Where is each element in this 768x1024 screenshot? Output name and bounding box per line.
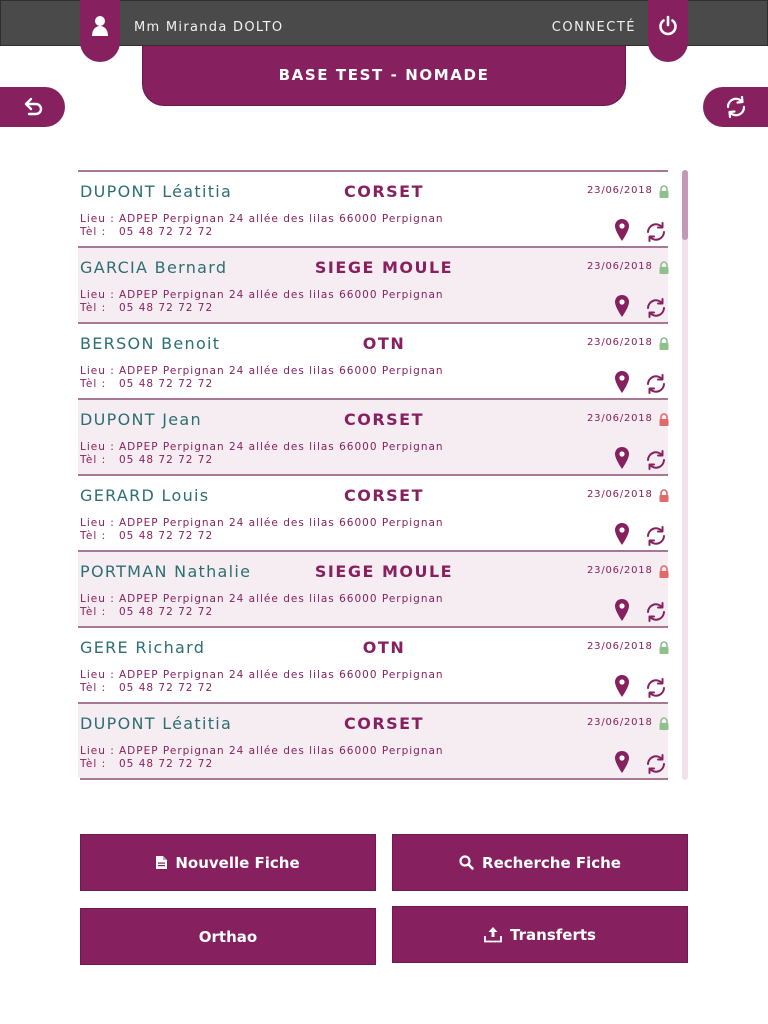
sync-icon[interactable]: [645, 678, 667, 698]
device-type: OTN: [362, 334, 406, 353]
patient-name: DUPONT Léatitia: [80, 182, 233, 201]
connection-status: CONNECTÉ: [551, 20, 636, 35]
phone-line: [80, 226, 213, 238]
phone-line: [80, 606, 213, 618]
orthao-label: Orthao: [198, 927, 258, 946]
nouvelle-fiche-label: Nouvelle Fiche: [175, 853, 300, 872]
location-line: [80, 517, 444, 529]
lock-closed-icon: [658, 488, 670, 502]
location-line: [80, 669, 444, 681]
location-value: ADPEP Perpignan 24 allée des lilas 66000 Perpignan: [119, 365, 444, 377]
search-icon: [459, 855, 474, 870]
lieu-label: Lieu :: [80, 441, 115, 453]
patient-name: DUPONT Jean: [80, 410, 202, 429]
nouvelle-fiche-button[interactable]: [80, 834, 376, 891]
patient-name: PORTMAN Nathalie: [80, 562, 252, 581]
sync-icon[interactable]: [645, 526, 667, 546]
map-pin-icon[interactable]: [615, 751, 629, 773]
map-pin-icon[interactable]: [615, 599, 629, 621]
back-button[interactable]: [0, 87, 65, 127]
phone-line: [80, 682, 213, 694]
phone-value: 05 48 72 72 72: [119, 606, 214, 618]
phone-line: [80, 378, 213, 390]
phone-line: [80, 530, 213, 542]
map-pin-icon[interactable]: [615, 219, 629, 241]
lock-open-icon: [658, 336, 670, 350]
sync-all-button[interactable]: [703, 87, 768, 127]
device-type: CORSET: [343, 486, 425, 505]
patient-name: DUPONT Léatitia: [80, 714, 233, 733]
record-date: 23/06/2018: [587, 261, 653, 272]
tel-label: Tèl :: [80, 606, 107, 618]
user-name: Mm Miranda DOLTO: [134, 20, 284, 35]
record-date: 23/06/2018: [587, 641, 653, 652]
map-pin-icon[interactable]: [615, 371, 629, 393]
lock-open-icon: [658, 640, 670, 654]
transferts-button[interactable]: [392, 906, 688, 963]
location-line: [80, 745, 444, 757]
patient-name: GERARD Louis: [80, 486, 210, 505]
power-icon: [657, 15, 679, 37]
location-value: ADPEP Perpignan 24 allée des lilas 66000 Perpignan: [119, 669, 444, 681]
refresh-icon: [724, 95, 748, 119]
patient-name: BERSON Benoit: [80, 334, 221, 353]
device-type: CORSET: [343, 714, 425, 733]
tel-label: Tèl :: [80, 302, 107, 314]
device-type: SIEGE MOULE: [314, 258, 454, 277]
lock-closed-icon: [658, 564, 670, 578]
tel-label: Tèl :: [80, 454, 107, 466]
lock-open-icon: [658, 716, 670, 730]
logout-button[interactable]: [648, 0, 688, 62]
map-pin-icon[interactable]: [615, 523, 629, 545]
location-line: [80, 365, 444, 377]
device-type: CORSET: [343, 410, 425, 429]
sync-icon[interactable]: [645, 374, 667, 394]
lieu-label: Lieu :: [80, 213, 115, 225]
record-date: 23/06/2018: [587, 565, 653, 576]
tel-label: Tèl :: [80, 378, 107, 390]
record-date: 23/06/2018: [587, 185, 653, 196]
location-line: [80, 213, 444, 225]
phone-line: [80, 454, 213, 466]
lieu-label: Lieu :: [80, 745, 115, 757]
recherche-fiche-button[interactable]: [392, 834, 688, 891]
map-pin-icon[interactable]: [615, 295, 629, 317]
lieu-label: Lieu :: [80, 593, 115, 605]
patient-name: GARCIA Bernard: [80, 258, 228, 277]
phone-value: 05 48 72 72 72: [119, 682, 214, 694]
sync-icon[interactable]: [645, 754, 667, 774]
sync-icon[interactable]: [645, 222, 667, 242]
patient-name: GERE Richard: [80, 638, 206, 657]
location-line: [80, 289, 444, 301]
undo-icon: [21, 95, 45, 119]
upload-icon: [484, 926, 502, 943]
recherche-fiche-label: Recherche Fiche: [482, 853, 621, 872]
list-item[interactable]: [78, 626, 668, 702]
sync-icon[interactable]: [645, 602, 667, 622]
list-item[interactable]: [78, 322, 668, 398]
phone-value: 05 48 72 72 72: [119, 302, 214, 314]
list-scrollbar[interactable]: [682, 170, 688, 780]
device-type: CORSET: [343, 182, 425, 201]
phone-line: [80, 758, 213, 770]
list-item[interactable]: [78, 702, 668, 778]
map-pin-icon[interactable]: [615, 447, 629, 469]
list-item[interactable]: [78, 550, 668, 626]
sync-icon[interactable]: [645, 450, 667, 470]
scrollbar-thumb[interactable]: [682, 170, 688, 240]
tel-label: Tèl :: [80, 682, 107, 694]
record-date: 23/06/2018: [587, 337, 653, 348]
record-date: 23/06/2018: [587, 717, 653, 728]
location-value: ADPEP Perpignan 24 allée des lilas 66000 Perpignan: [119, 289, 444, 301]
location-line: [80, 441, 444, 453]
list-divider: [80, 778, 668, 780]
lock-closed-icon: [658, 412, 670, 426]
location-line: [80, 593, 444, 605]
phone-value: 05 48 72 72 72: [119, 530, 214, 542]
phone-value: 05 48 72 72 72: [119, 226, 214, 238]
lieu-label: Lieu :: [80, 289, 115, 301]
list-item[interactable]: [78, 246, 668, 322]
lieu-label: Lieu :: [80, 669, 115, 681]
document-icon: [156, 856, 167, 869]
device-type: OTN: [362, 638, 406, 657]
user-tab: [80, 0, 120, 62]
list-item[interactable]: [78, 398, 668, 474]
phone-value: 05 48 72 72 72: [119, 454, 214, 466]
map-pin-icon[interactable]: [615, 675, 629, 697]
phone-value: 05 48 72 72 72: [119, 378, 214, 390]
tel-label: Tèl :: [80, 226, 107, 238]
user-icon: [90, 15, 110, 37]
location-value: ADPEP Perpignan 24 allée des lilas 66000 Perpignan: [119, 441, 444, 453]
list-item[interactable]: [78, 474, 668, 550]
location-value: ADPEP Perpignan 24 allée des lilas 66000 Perpignan: [119, 517, 444, 529]
patient-list[interactable]: [78, 170, 670, 780]
sync-icon[interactable]: [645, 298, 667, 318]
location-value: ADPEP Perpignan 24 allée des lilas 66000 Perpignan: [119, 213, 444, 225]
location-value: ADPEP Perpignan 24 allée des lilas 66000 Perpignan: [119, 745, 444, 757]
record-date: 23/06/2018: [587, 413, 653, 424]
list-item[interactable]: [78, 170, 668, 246]
device-type: SIEGE MOULE: [314, 562, 454, 581]
phone-value: 05 48 72 72 72: [119, 758, 214, 770]
tel-label: Tèl :: [80, 530, 107, 542]
lieu-label: Lieu :: [80, 517, 115, 529]
orthao-button[interactable]: [80, 908, 376, 965]
base-title: BASE TEST - NOMADE: [142, 46, 626, 106]
lock-open-icon: [658, 184, 670, 198]
lieu-label: Lieu :: [80, 365, 115, 377]
record-date: 23/06/2018: [587, 489, 653, 500]
tel-label: Tèl :: [80, 758, 107, 770]
transferts-label: Transferts: [510, 925, 596, 944]
phone-line: [80, 302, 213, 314]
lock-open-icon: [658, 260, 670, 274]
location-value: ADPEP Perpignan 24 allée des lilas 66000 Perpignan: [119, 593, 444, 605]
